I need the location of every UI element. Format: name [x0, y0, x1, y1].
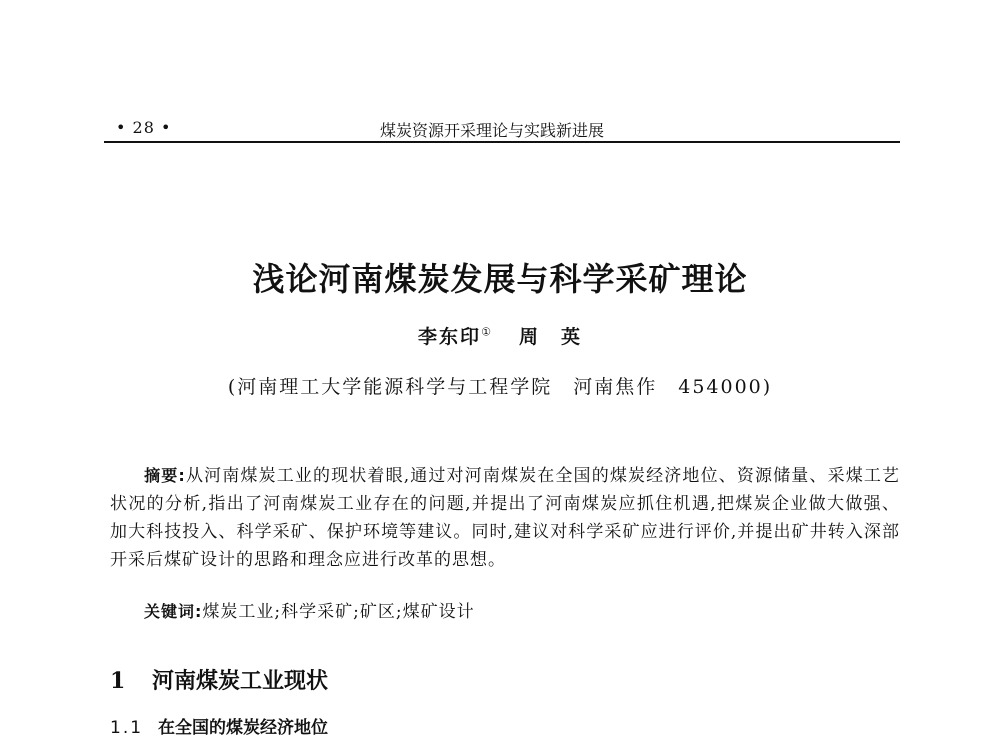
abstract-label: 摘要:	[144, 466, 186, 485]
section-heading	[110, 664, 328, 695]
keywords-label: 关键词:	[144, 602, 203, 621]
subsection-number: 1.1	[110, 718, 144, 738]
subsection-title: 在全国的煤炭经济地位	[158, 718, 328, 738]
abstract	[110, 462, 900, 574]
article-title: 浅论河南煤炭发展与科学采矿理论	[252, 260, 748, 298]
running-title: 煤炭资源开采理论与实践新进展	[380, 121, 605, 140]
author-line	[0, 322, 1000, 349]
keywords-text: 煤炭工业;科学采矿;矿区;煤矿设计	[202, 602, 475, 622]
section-title: 河南煤炭工业现状	[152, 669, 329, 694]
subsection-heading	[110, 713, 328, 738]
keywords	[144, 597, 900, 622]
abstract-text: 从河南煤炭工业的现状着眼,通过对河南煤炭在全国的煤炭经济地位、资源储量、采煤工艺状况的分析,指出了河南煤炭工业存在的问题,并提出了河南煤炭应抓住机遇,把煤炭企业做大做强、加大科技投入、科学采矿、保护环境等建议。同时,建议对科学采矿应进行评价,并提出矿井转入深部开采后煤矿设计的思路和理念应进行改革的思想。	[110, 466, 901, 570]
author-name: 李东印	[418, 326, 482, 348]
author-name: 周 英	[518, 326, 582, 348]
header-rule	[104, 141, 900, 143]
author-affiliation: (河南理工大学能源科学与工程学院 河南焦作 454000)	[227, 376, 773, 398]
footnote-marker: ①	[481, 325, 493, 339]
section-number: 1	[110, 668, 126, 694]
page-number: • 28 •	[116, 118, 172, 137]
